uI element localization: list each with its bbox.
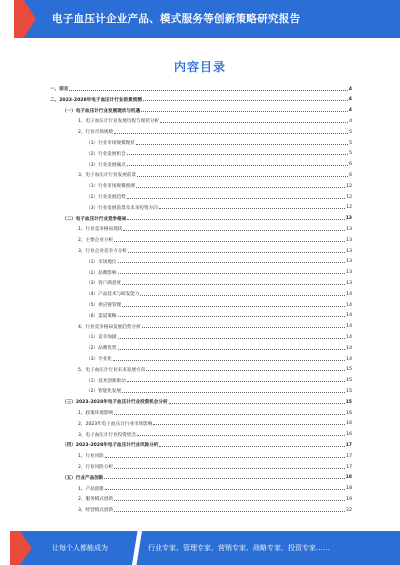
toc-entry-label: （二）电子血压计行业竞争格局 — [62, 216, 127, 222]
toc-entry-label: 1、行业竞争格局现状 — [78, 227, 123, 233]
toc-entry-label: （四）2023-2028年电子血压计行业风险分析 — [62, 443, 159, 449]
toc-entry-page: 17 — [346, 453, 352, 459]
toc-leader-dots — [122, 281, 345, 285]
toc-entry[interactable] — [78, 419, 352, 429]
toc-entry-page: 12 — [346, 205, 352, 211]
toc-entry-page: 4 — [349, 118, 352, 124]
toc-leader-dots — [142, 324, 345, 328]
toc-entry[interactable] — [86, 278, 352, 288]
toc-entry-label: （1）市场地位 — [86, 259, 117, 265]
toc-leader-dots — [127, 216, 344, 220]
toc-entry-label: 5、电子血压计行业未来发展方向 — [78, 367, 146, 373]
toc-entry-page: 13 — [346, 226, 352, 232]
toc-leader-dots — [118, 335, 346, 339]
toc-entry-label: 2、主要企业分析 — [78, 238, 114, 244]
toc-entry[interactable] — [78, 170, 352, 180]
toc-entry-page: 15 — [346, 388, 352, 394]
toc-entry-page: 13 — [345, 216, 352, 222]
toc-entry-label: 3、电子血压计行业投资机会 — [78, 432, 137, 438]
toc-entry-page: 15 — [346, 378, 352, 384]
footer-banner — [0, 531, 400, 565]
toc-leader-dots — [105, 454, 345, 458]
toc-entry-page: 18 — [345, 475, 352, 481]
toc-entry[interactable] — [78, 451, 352, 461]
toc-leader-dots — [113, 357, 345, 361]
footer-arrow-red — [10, 531, 32, 565]
toc-entry[interactable] — [78, 484, 352, 494]
toc-entry[interactable] — [86, 192, 352, 202]
toc-entry-page: 13 — [346, 280, 352, 286]
toc-entry[interactable] — [78, 224, 352, 234]
toc-entry-label: （3）专业化 — [86, 357, 112, 362]
report-title: 电子血压计企业产品、模式服务等创新策略研究报告 — [52, 13, 301, 25]
toc-entry-page: 14 — [346, 356, 352, 362]
footer-slogan-left: 让每个人都能成为 — [52, 544, 108, 552]
toc-leader-dots — [136, 184, 345, 188]
toc-entry-page: 5 — [349, 129, 352, 135]
toc-entry[interactable] — [78, 408, 352, 418]
toc-entry-label: 2、服务模式创新 — [78, 497, 114, 503]
toc-entry[interactable] — [62, 473, 352, 483]
toc-entry[interactable] — [86, 257, 352, 267]
toc-entry[interactable] — [86, 268, 352, 278]
toc-leader-dots — [122, 303, 345, 307]
toc-entry[interactable] — [78, 322, 352, 332]
toc-leader-dots — [140, 292, 345, 296]
toc-entry[interactable] — [86, 343, 352, 353]
toc-entry[interactable] — [86, 181, 352, 191]
toc-entry[interactable] — [86, 376, 352, 386]
toc-leader-dots — [160, 119, 348, 123]
toc-entry[interactable] — [86, 138, 352, 148]
toc-entry-page: 13 — [346, 237, 352, 243]
toc-leader-dots — [141, 108, 348, 112]
toc-entry[interactable] — [78, 494, 352, 504]
toc-leader-dots — [122, 389, 345, 393]
toc-entry-label: （2）行业发展趋势 — [86, 195, 126, 200]
header-arrow-red — [14, 0, 36, 38]
toc-entry-label: 3、电子血压计行业发展前景 — [78, 173, 137, 179]
toc-leader-dots — [105, 486, 345, 490]
toc-entry-label: （一）电子血压计行业发展现状与机遇 — [62, 108, 141, 114]
toc-entry-label: （三）2023-2028年电子血压计行业投资机会分析 — [62, 400, 168, 406]
toc-entry-page: 6 — [349, 172, 352, 178]
toc-leader-dots — [118, 313, 346, 317]
toc-leader-dots — [118, 259, 346, 263]
toc-leader-dots — [127, 151, 348, 155]
toc-entry[interactable] — [62, 440, 352, 450]
toc-entry-page: 14 — [346, 345, 352, 351]
toc-entry-label: 二、2023-2028年电子血压计行业前景预测 — [50, 97, 142, 103]
toc-leader-dots — [169, 400, 345, 404]
toc-entry[interactable] — [86, 354, 352, 364]
toc-entry-label: （1）行业市场规模预测 — [86, 184, 135, 190]
toc-entry-page: 13 — [346, 270, 352, 276]
toc-leader-dots — [128, 249, 345, 253]
toc-entry-page: 22 — [346, 507, 352, 513]
toc-entry-label: 3、行业企业竞争力分析 — [78, 249, 127, 254]
toc-entry-label: （3）客户满意度 — [86, 281, 122, 287]
toc-entry-label: （1）行业市场规模现状 — [86, 141, 135, 146]
footer-divider — [132, 531, 142, 565]
toc-entry-page: 15 — [346, 367, 352, 373]
toc-entry-page: 15 — [345, 399, 352, 405]
toc-entry-label: （3）行业发展前景及未来投资方向 — [86, 205, 158, 211]
toc-entry-page: 16 — [346, 421, 352, 427]
toc-entry-page: 13 — [346, 248, 352, 254]
toc-entry-page: 14 — [346, 291, 352, 297]
toc-leader-dots — [114, 411, 345, 415]
toc-leader-dots — [127, 195, 345, 199]
toc-leader-dots — [143, 97, 348, 101]
toc-entry[interactable] — [78, 246, 352, 256]
toc-entry-page: 16 — [346, 410, 352, 416]
toc-entry-label: 2、2023年电子血压计行业市场影响 — [78, 421, 153, 427]
toc-leader-dots — [136, 141, 348, 145]
toc-leader-dots — [153, 421, 345, 425]
toc-entry[interactable] — [86, 149, 352, 159]
toc-entry[interactable] — [78, 462, 352, 472]
header-banner — [0, 0, 400, 38]
toc-entry-label: 4、行业竞争格局发展趋势分析 — [78, 324, 141, 330]
toc-entry-page: 12 — [346, 183, 352, 189]
toc-entry-label: 3、经营模式创新 — [78, 508, 114, 514]
toc-entry[interactable] — [62, 214, 352, 224]
toc-leader-dots — [118, 270, 346, 274]
toc-entry[interactable] — [86, 160, 352, 170]
toc-entry-label: （6）渠道策略 — [86, 313, 117, 319]
toc-entry-label: 1、产品创新 — [78, 486, 104, 492]
toc-entry[interactable] — [78, 235, 352, 245]
toc-leader-dots — [127, 162, 348, 166]
toc-leader-dots — [159, 205, 345, 209]
toc-leader-dots — [137, 173, 348, 177]
toc-leader-dots — [114, 465, 345, 469]
toc-entry[interactable] — [86, 203, 352, 213]
toc-leader-dots — [123, 227, 345, 231]
toc-entry[interactable] — [78, 127, 352, 137]
toc-leader-dots — [159, 443, 344, 447]
toc-entry-label: （五）行业产品创新 — [62, 475, 104, 481]
toc-entry-label: 1、电子血压计行业发展历程与现状分析 — [78, 119, 160, 125]
toc-entry-label: （2）行业发展机会 — [86, 151, 126, 157]
toc-entry-page: 14 — [346, 324, 352, 330]
toc-entry-page: 13 — [346, 259, 352, 265]
footer-slogan-right: 行业专家、管理专家、营销专家、战略专家、投资专家…… — [148, 544, 330, 552]
toc-entry-page: 4 — [348, 97, 352, 103]
toc-entry-page: 5 — [349, 151, 352, 157]
toc-entry-page: 19 — [346, 496, 352, 502]
toc-leader-dots — [69, 87, 347, 91]
toc-leader-dots — [114, 130, 348, 134]
toc-entry-label: 2、行业风险分析 — [78, 465, 114, 470]
toc-entry-label: 2、行业市场规模 — [78, 130, 114, 136]
toc-entry-page: 17 — [346, 464, 352, 470]
toc-leader-dots — [118, 346, 346, 350]
toc-entry-label: （1）竞争加剧 — [86, 335, 117, 341]
toc-entry-page: 14 — [346, 334, 352, 340]
toc-entry-page: 16 — [346, 432, 352, 438]
toc-leader-dots — [114, 508, 345, 512]
toc-entry[interactable] — [50, 95, 352, 105]
toc-entry-label: 1、行业风险 — [78, 454, 104, 460]
toc-entry-page: 4 — [348, 86, 352, 92]
toc-entry[interactable] — [86, 300, 352, 310]
toc-entry-page: 6 — [349, 162, 352, 168]
toc-entry[interactable] — [78, 116, 352, 126]
toc-entry[interactable] — [78, 365, 352, 375]
toc-entry-page: 14 — [346, 302, 352, 308]
toc-entry-label: （2）品牌影响 — [86, 270, 117, 276]
toc-entry-label: （2）智能化发展 — [86, 389, 122, 395]
toc-entry-page: 4 — [348, 108, 352, 114]
toc-leader-dots — [137, 432, 345, 436]
toc-entry-page: 14 — [346, 313, 352, 319]
toc-entry-label: （3）行业发展痛点 — [86, 162, 126, 168]
toc-entry[interactable] — [78, 505, 352, 515]
toc-entry[interactable] — [86, 311, 352, 321]
toc-entry[interactable] — [62, 106, 352, 116]
toc-entry-label: 1、政策环境影响 — [78, 411, 114, 416]
toc-entry-page: 17 — [345, 442, 352, 448]
toc-entry-page: 5 — [349, 140, 352, 146]
toc-entry[interactable] — [50, 84, 352, 94]
toc-leader-dots — [127, 378, 345, 382]
toc-leader-dots — [114, 497, 345, 501]
toc-entry-label: （5）供应链管理 — [86, 303, 122, 308]
toc-entry-label: （2）品牌优势 — [86, 346, 117, 352]
toc-entry[interactable] — [86, 332, 352, 342]
toc-leader-dots — [114, 238, 345, 242]
toc-entry-label: 一、前言 — [50, 87, 69, 92]
toc-leader-dots — [146, 367, 345, 371]
toc-entry-label: （1）技术创新驱动 — [86, 378, 126, 384]
toc-entry-page: 12 — [346, 194, 352, 200]
toc-heading: 内容目录 — [173, 60, 226, 74]
toc-entry[interactable] — [86, 386, 352, 396]
toc-entry[interactable] — [78, 430, 352, 440]
toc-entry-label: （4）产品技术与研发能力 — [86, 292, 140, 298]
toc-leader-dots — [104, 475, 344, 479]
toc-entry[interactable] — [62, 397, 352, 407]
toc-entry-page: 18 — [346, 486, 352, 492]
toc-entry[interactable] — [86, 289, 352, 299]
